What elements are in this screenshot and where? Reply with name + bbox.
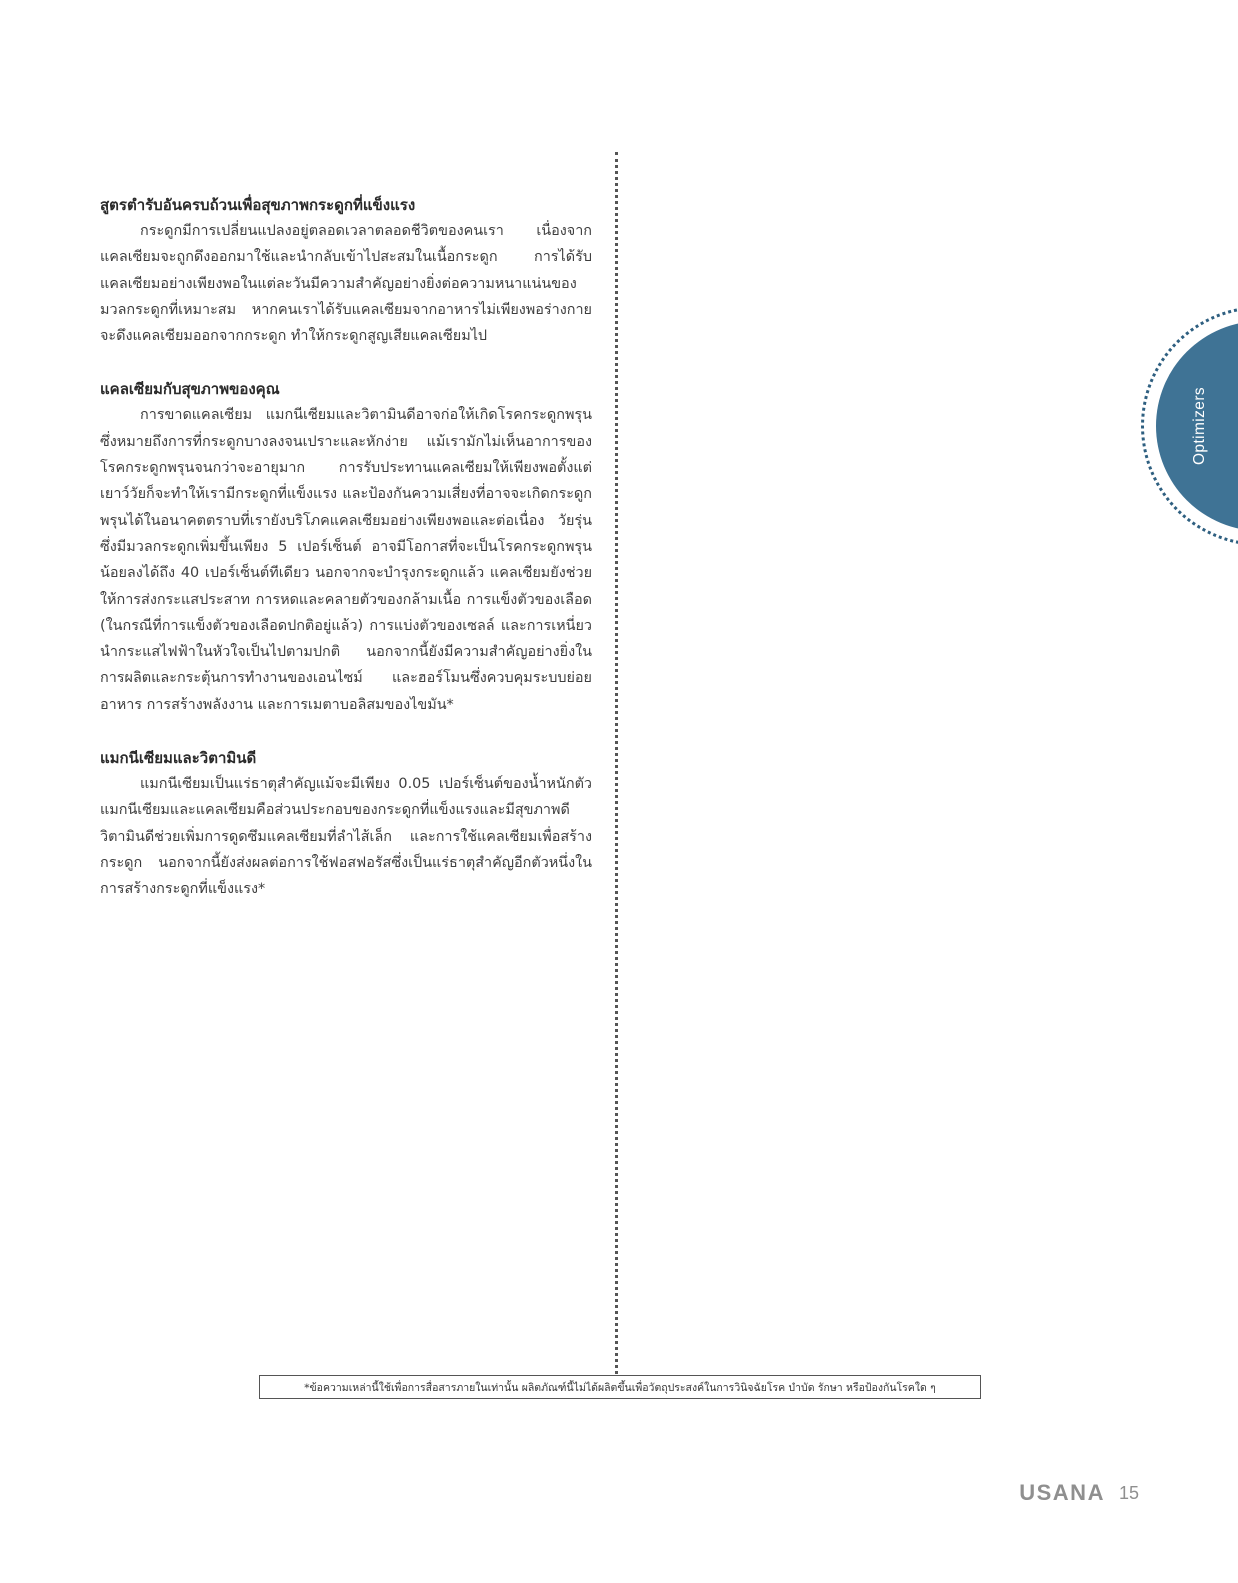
section-paragraph: แมกนีเซียมเป็นแร่ธาตุสำคัญแม้จะมีเพียง 0.05 เปอร์เซ็นต์ของน้ำหนักตัว แมกนีเซียมและแคลเซียมคือส่วนประกอบของกระดูกที่แข็งแรงและมีสุขภาพดี วิตามินดีช่วยเพิ่มการดูดซึมแคลเซียมที่ลำไส้เล็ก และการใช้แคลเซียมเพื่อสร้างกระดูก นอกจากนี้ยังส่งผลต่อการใช้ฟอสฟอรัสซึ่งเป็นแร่ธาตุสำคัญอีกตัวหนึ่งในการสร้างกระดูกที่แข็งแรง* (100, 776, 592, 898)
page-number: 15 (1118, 1482, 1139, 1503)
article-column (100, 192, 592, 930)
article-section-magnesium-vitamin-d (100, 745, 592, 902)
usana-logo: USANA (1019, 1480, 1105, 1505)
section-heading: แมกนีเซียมและวิตามินดี (100, 749, 257, 768)
disclaimer-box: *ข้อความเหล่านี้ใช้เพื่อการสื่อสารภายในเท่านั้น ผลิตภัณฑ์นี้ไม่ได้ผลิตขึ้นเพื่อวัตถุประสงค์ในการวินิจฉัยโรค บำบัด รักษา หรือป้องกันโรคใด ๆ (259, 1375, 981, 1399)
section-paragraph: กระดูกมีการเปลี่ยนแปลงอยู่ตลอดเวลาตลอดชีวิตของคนเรา เนื่องจากแคลเซียมจะถูกดึงออกมาใช้และนำกลับเข้าไปสะสมในเนื้อกระดูก การได้รับแคลเซียมอย่างเพียงพอในแต่ละวันมีความสำคัญอย่างยิ่งต่อความหนาแน่นของมวลกระดูกที่เหมาะสม หากคนเราได้รับแคลเซียมจากอาหารไม่เพียงพอร่างกายจะดึงแคลเซียมออกจากกระดูก ทำให้กระดูกสูญเสียแคลเซียมไป (100, 223, 592, 345)
section-paragraph: การขาดแคลเซียม แมกนีเซียมและวิตามินดีอาจก่อให้เกิดโรคกระดูกพรุน ซึ่งหมายถึงการที่กระดูกบางลงจนเปราะและหักง่าย แม้เรามักไม่เห็นอาการของโรคกระดูกพรุนจนกว่าจะอายุมาก การรับประทานแคลเซียมให้เพียงพอตั้งแต่เยาว์วัยก็จะทำให้เรามีกระดูกที่แข็งแรง และป้องกันความเสี่ยงที่อาจจะเกิดกระดูกพรุนได้ในอนาคตตราบที่เรายังบริโภคแคลเซียมอย่างเพียงพอและต่อเนื่อง วัยรุ่นซึ่งมีมวลกระดูกเพิ่มขึ้นเพียง 5 เปอร์เซ็นต์ อาจมีโอกาสที่จะเป็นโรคกระดูกพรุนน้อยลงได้ถึง 40 เปอร์เซ็นต์ทีเดียว นอกจากจะบำรุงกระดูกแล้ว แคลเซียมยังช่วยให้การส่งกระแสประสาท การหดและคลายตัวของกล้ามเนื้อ การแข็งตัวของเลือด (ในกรณีที่การแข็งตัวของเลือดปกติอยู่แล้ว) การแบ่งตัวของเซลล์ และการเหนี่ยวนำกระแสไฟฟ้าในหัวใจเป็นไปตามปกติ นอกจากนี้ยังมีความสำคัญอย่างยิ่งในการผลิตและกระตุ้นการทำงานของเอนไซม์ และฮอร์โมนซึ่งควบคุมระบบย่อยอาหาร การสร้างพลังงาน และการเมตาบอลิสมของไขมัน* (100, 407, 592, 713)
article-section-calcium-health (100, 376, 592, 718)
article-section-bone-formula (100, 192, 592, 349)
side-tab-label: Optimizers (1191, 386, 1208, 466)
section-heading: สูตรตำรับอันครบถ้วนเพื่อสุขภาพกระดูกที่แข็งแรง (100, 196, 416, 214)
section-heading: แคลเซียมกับสุขภาพของคุณ (100, 380, 280, 399)
dotted-column-divider (615, 152, 618, 1374)
page-footer (1019, 1480, 1139, 1506)
